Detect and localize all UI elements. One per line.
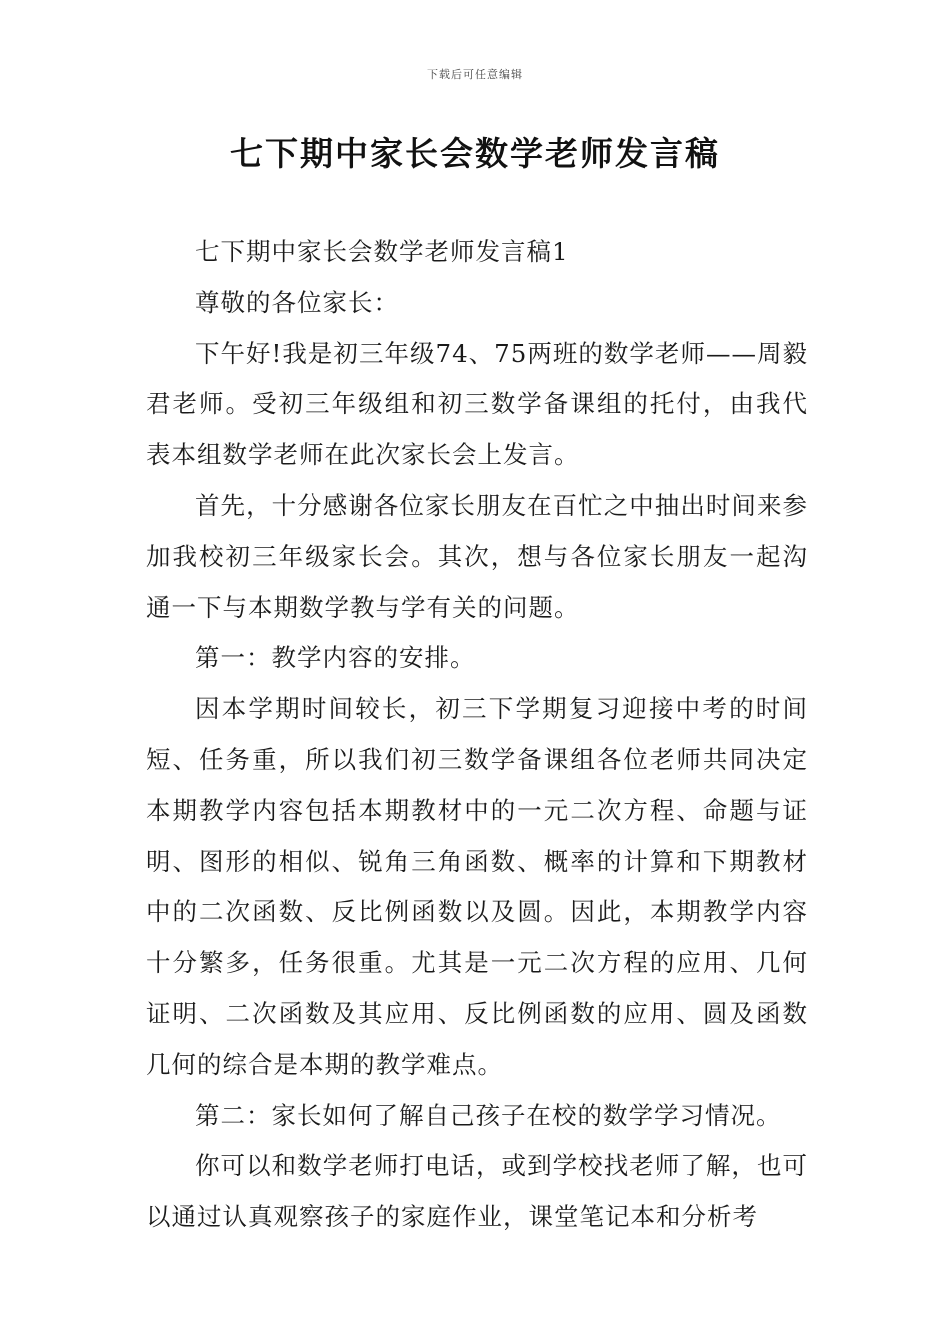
document-title: 七下期中家长会数学老师发言稿 <box>230 134 720 173</box>
body-paragraph: 你可以和数学老师打电话，或到学校找老师了解，也可以通过认真观察孩子的家庭作业，课堂笔记本和分析考 <box>146 1151 808 1232</box>
body-paragraph: 首先，十分感谢各位家长朋友在百忙之中抽出时间来参加我校初三年级家长会。其次，想与各位家长朋友一起沟通一下与本期数学教与学有关的问题。 <box>146 490 808 622</box>
document-body <box>146 227 808 1243</box>
body-paragraph: 下午好!我是初三年级74、75两班的数学老师——周毅君老师。受初三年级组和初三数学备课组的托付，由我代表本组数学老师在此次家长会上发言。 <box>146 338 808 470</box>
subtitle-paragraph: 七下期中家长会数学老师发言稿1 <box>195 237 569 266</box>
header-note: 下载后可任意编辑 <box>427 68 523 81</box>
salutation-paragraph: 尊敬的各位家长： <box>195 287 399 317</box>
body-paragraph: 因本学期时间较长，初三下学期复习迎接中考的时间短、任务重，所以我们初三数学备课组各位老师共同决定本期教学内容包括本期教材中的一元二次方程、命题与证明、图形的相似、锐角三角函数、概率的计算和下期教材中的二次函数、反比例函数以及圆。因此，本期教学内容十分繁多，任务很重。尤其是一元二次方程的应用、几何证明、二次函数及其应用、反比例函数的应用、圆及函数几何的综合是本期的教学难点。 <box>146 694 808 1079</box>
section-heading: 第二：家长如何了解自己孩子在校的数学学习情况。 <box>195 1100 782 1130</box>
section-heading: 第一：教学内容的安排。 <box>195 643 476 673</box>
